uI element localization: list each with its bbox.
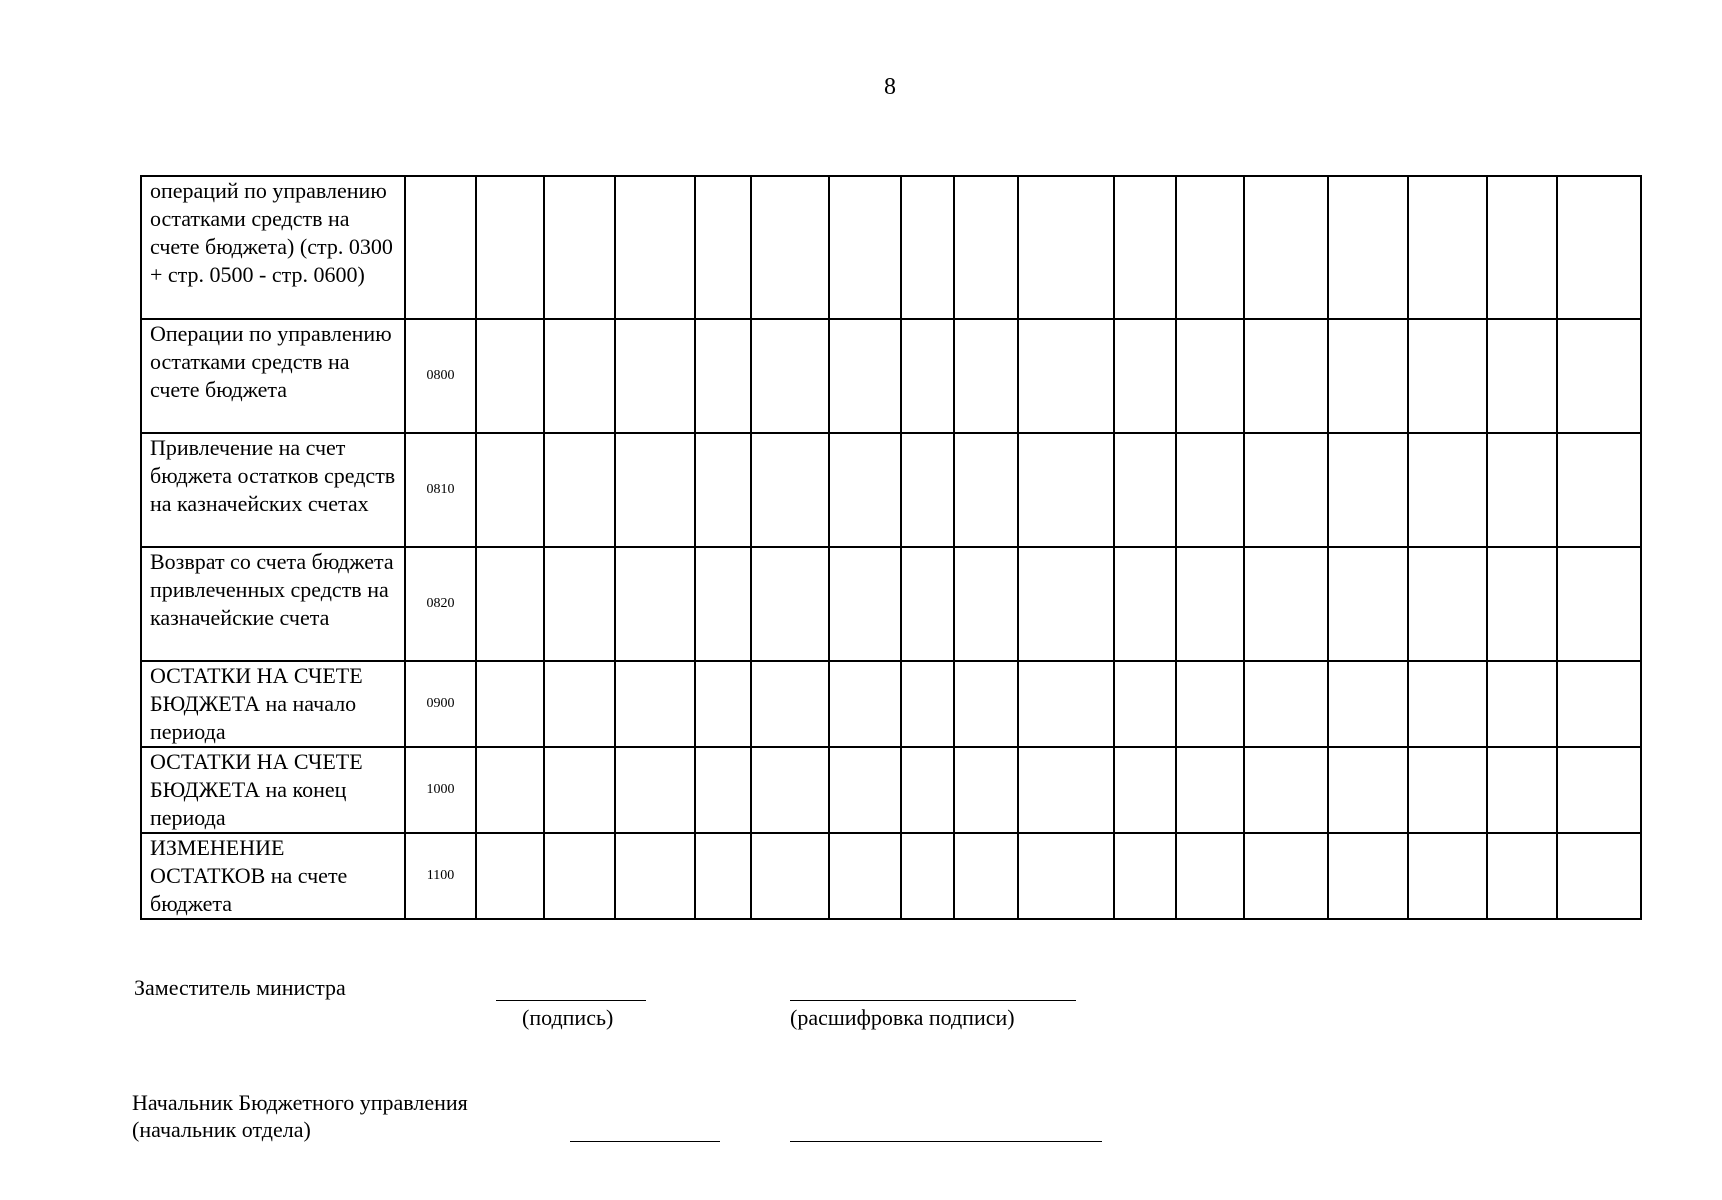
table-row [141, 176, 1641, 319]
value-cell [1408, 661, 1487, 747]
row-name: операций по управлению остатками средств на счете бюджета) (стр. 0300 + стр. 0500 - стр. 0600) [141, 176, 405, 319]
value-cell [1408, 833, 1487, 919]
page-number: 8 [884, 74, 896, 100]
value-cell [1328, 747, 1408, 833]
value-cell [544, 747, 615, 833]
value-cell [544, 547, 615, 661]
head-decoding-line [790, 1141, 1102, 1142]
value-cell [1114, 661, 1176, 747]
value-cell [954, 661, 1018, 747]
value-cell [1487, 176, 1557, 319]
value-cell [901, 433, 954, 547]
value-cell [615, 319, 695, 433]
value-cell [751, 833, 829, 919]
value-cell [1244, 833, 1328, 919]
value-cell [1487, 547, 1557, 661]
value-cell [1408, 547, 1487, 661]
value-cell [1328, 319, 1408, 433]
row-code: 0820 [405, 547, 476, 661]
value-cell [954, 319, 1018, 433]
value-cell [476, 319, 544, 433]
value-cell [1114, 747, 1176, 833]
row-name: ОСТАТКИ НА СЧЕТЕ БЮДЖЕТА на конец периода [141, 747, 405, 833]
value-cell [1018, 176, 1114, 319]
value-cell [954, 433, 1018, 547]
value-cell [1244, 547, 1328, 661]
value-cell [1408, 433, 1487, 547]
value-cell [1018, 833, 1114, 919]
value-cell [476, 833, 544, 919]
value-cell [544, 319, 615, 433]
table-row [141, 433, 1641, 547]
value-cell [695, 661, 751, 747]
value-cell [1114, 319, 1176, 433]
value-cell [829, 747, 901, 833]
value-cell [695, 747, 751, 833]
value-cell [476, 747, 544, 833]
value-cell [1557, 661, 1641, 747]
value-cell [615, 433, 695, 547]
value-cell [901, 661, 954, 747]
value-cell [615, 747, 695, 833]
value-cell [544, 176, 615, 319]
value-cell [1176, 433, 1244, 547]
decoding-caption: (расшифровка подписи) [790, 1005, 1015, 1030]
value-cell [1328, 433, 1408, 547]
value-cell [901, 833, 954, 919]
value-cell [1244, 747, 1328, 833]
value-cell [751, 547, 829, 661]
value-cell [615, 547, 695, 661]
head-title-line1: Начальник Бюджетного управления [132, 1090, 468, 1115]
value-cell [1176, 747, 1244, 833]
row-code [405, 176, 476, 319]
value-cell [1176, 833, 1244, 919]
row-name: ОСТАТКИ НА СЧЕТЕ БЮДЖЕТА на начало периода [141, 661, 405, 747]
value-cell [954, 176, 1018, 319]
row-code: 0800 [405, 319, 476, 433]
value-cell [954, 747, 1018, 833]
value-cell [901, 319, 954, 433]
table-row [141, 747, 1641, 833]
value-cell [1328, 547, 1408, 661]
value-cell [751, 747, 829, 833]
value-cell [1557, 747, 1641, 833]
value-cell [544, 433, 615, 547]
value-cell [1176, 319, 1244, 433]
value-cell [544, 661, 615, 747]
row-code: 0900 [405, 661, 476, 747]
value-cell [954, 833, 1018, 919]
value-cell [1176, 661, 1244, 747]
value-cell [829, 433, 901, 547]
value-cell [1557, 176, 1641, 319]
value-cell [1408, 176, 1487, 319]
signature-caption: (подпись) [522, 1005, 614, 1030]
value-cell [1408, 747, 1487, 833]
value-cell [1487, 661, 1557, 747]
deputy-minister-title: Заместитель министра [134, 975, 346, 1000]
value-cell [1176, 176, 1244, 319]
table-row [141, 547, 1641, 661]
value-cell [1176, 547, 1244, 661]
value-cell [1557, 547, 1641, 661]
value-cell [751, 661, 829, 747]
deputy-decoding-line [790, 1000, 1076, 1001]
value-cell [829, 547, 901, 661]
value-cell [1487, 319, 1557, 433]
value-cell [1114, 833, 1176, 919]
budget-balance-table [140, 175, 1642, 920]
value-cell [1328, 176, 1408, 319]
value-cell [615, 833, 695, 919]
value-cell [751, 319, 829, 433]
value-cell [1557, 833, 1641, 919]
value-cell [1114, 547, 1176, 661]
deputy-signature-line [496, 1000, 646, 1001]
value-cell [1114, 176, 1176, 319]
value-cell [829, 319, 901, 433]
value-cell [829, 833, 901, 919]
value-cell [544, 833, 615, 919]
value-cell [954, 547, 1018, 661]
value-cell [1557, 433, 1641, 547]
value-cell [1244, 433, 1328, 547]
value-cell [695, 319, 751, 433]
value-cell [1557, 319, 1641, 433]
value-cell [1114, 433, 1176, 547]
row-name: ИЗМЕНЕНИЕ ОСТАТКОВ на счете бюджета [141, 833, 405, 919]
value-cell [1018, 547, 1114, 661]
value-cell [615, 176, 695, 319]
value-cell [1018, 433, 1114, 547]
value-cell [751, 433, 829, 547]
head-title-line2: (начальник отдела) [132, 1117, 311, 1142]
row-name: Возврат со счета бюджета привлеченных средств на казначейские счета [141, 547, 405, 661]
value-cell [695, 547, 751, 661]
table-row [141, 319, 1641, 433]
value-cell [695, 833, 751, 919]
value-cell [615, 661, 695, 747]
value-cell [751, 176, 829, 319]
value-cell [901, 547, 954, 661]
row-name: Привлечение на счет бюджета остатков средств на казначейских счетах [141, 433, 405, 547]
value-cell [1018, 661, 1114, 747]
table-row [141, 661, 1641, 747]
value-cell [1328, 833, 1408, 919]
value-cell [695, 433, 751, 547]
value-cell [829, 176, 901, 319]
value-cell [476, 433, 544, 547]
value-cell [1244, 319, 1328, 433]
value-cell [1487, 747, 1557, 833]
value-cell [1487, 433, 1557, 547]
value-cell [1487, 833, 1557, 919]
value-cell [829, 661, 901, 747]
value-cell [695, 176, 751, 319]
value-cell [1018, 319, 1114, 433]
value-cell [1018, 747, 1114, 833]
row-code: 1000 [405, 747, 476, 833]
head-signature-line [570, 1141, 720, 1142]
value-cell [476, 547, 544, 661]
row-code: 0810 [405, 433, 476, 547]
value-cell [476, 176, 544, 319]
value-cell [1408, 319, 1487, 433]
value-cell [1328, 661, 1408, 747]
value-cell [1244, 661, 1328, 747]
value-cell [901, 747, 954, 833]
table-row [141, 833, 1641, 919]
row-name: Операции по управлению остатками средств на счете бюджета [141, 319, 405, 433]
row-code: 1100 [405, 833, 476, 919]
value-cell [1244, 176, 1328, 319]
value-cell [476, 661, 544, 747]
value-cell [901, 176, 954, 319]
